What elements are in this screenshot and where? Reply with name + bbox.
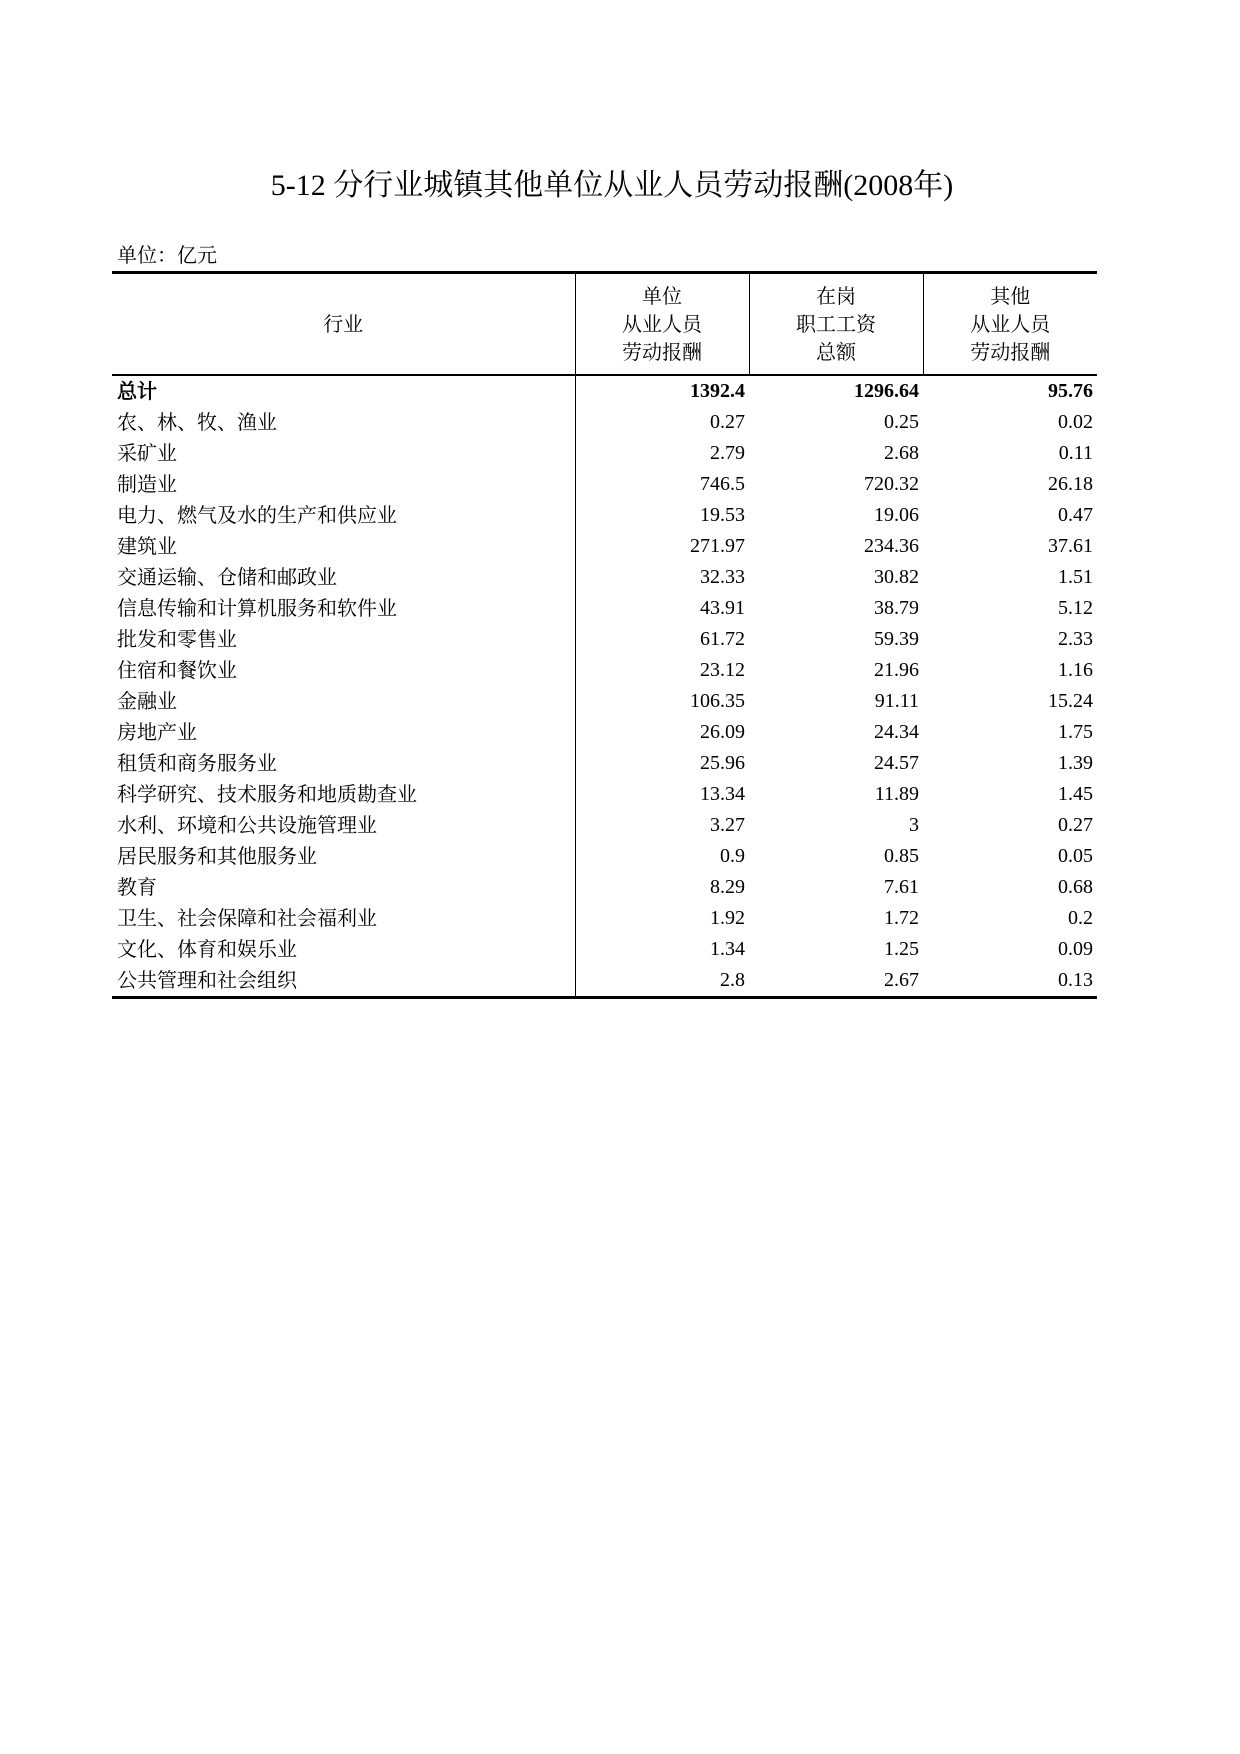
row-other-compensation: 5.12 — [1058, 597, 1093, 619]
table-row — [112, 686, 1097, 717]
row-industry: 电力、燃气及水的生产和供应业 — [112, 500, 575, 531]
row-staff-wage: 2.67 — [749, 965, 923, 998]
row-unit-compensation: 0.9 — [720, 845, 745, 867]
table-row — [112, 531, 1097, 562]
row-other-compensation: 0.09 — [1058, 938, 1093, 960]
row-unit-compensation: 3.27 — [710, 814, 745, 836]
row-staff-wage: 0.85 — [884, 845, 919, 867]
row-staff-wage: 234.36 — [864, 535, 919, 557]
row-industry: 农、林、牧、渔业 — [112, 407, 575, 438]
row-unit-compensation: 0.27 — [710, 411, 745, 433]
row-industry: 建筑业 — [112, 531, 575, 562]
row-unit-compensation: 19.53 — [700, 504, 745, 526]
header-line: 总额 — [816, 340, 856, 364]
header-unit-employee-compensation — [575, 273, 749, 376]
row-other-compensation: 1.39 — [1058, 752, 1093, 774]
row-industry: 租赁和商务服务业 — [112, 748, 575, 779]
table-body — [112, 375, 1097, 998]
row-industry: 制造业 — [112, 469, 575, 500]
header-line: 在岗 — [816, 284, 856, 308]
row-industry: 科学研究、技术服务和地质勘查业 — [112, 779, 575, 810]
table-row — [112, 841, 1097, 872]
row-other-compensation: 37.61 — [1048, 535, 1093, 557]
row-unit-compensation: 26.09 — [700, 721, 745, 743]
row-industry: 住宿和餐饮业 — [112, 655, 575, 686]
table-row — [112, 779, 1097, 810]
page-title: 5-12 分行业城镇其他单位从业人员劳动报酬(2008年) — [270, 169, 954, 202]
row-unit-compensation: 13.34 — [700, 783, 745, 805]
row-other-compensation: 1.51 — [1058, 566, 1093, 588]
row-staff-wage: 19.06 — [874, 504, 919, 526]
row-other-compensation: 0.2 — [1068, 907, 1093, 929]
row-industry: 金融业 — [112, 686, 575, 717]
header-line: 从业人员 — [622, 312, 702, 336]
table-row — [112, 469, 1097, 500]
row-other-compensation: 1.16 — [1058, 659, 1093, 681]
row-industry: 交通运输、仓储和邮政业 — [112, 562, 575, 593]
row-industry: 房地产业 — [112, 717, 575, 748]
table-row — [112, 934, 1097, 965]
header-line: 单位 — [642, 284, 682, 308]
row-staff-wage: 3 — [909, 814, 919, 836]
row-unit-compensation: 8.29 — [710, 876, 745, 898]
row-other-compensation: 0.02 — [1058, 411, 1093, 433]
row-staff-wage: 0.25 — [884, 411, 919, 433]
row-industry: 总计 — [112, 375, 575, 407]
row-unit-compensation: 32.33 — [700, 566, 745, 588]
row-other-compensation: 0.13 — [923, 965, 1097, 998]
table-row — [112, 903, 1097, 934]
row-industry: 水利、环境和公共设施管理业 — [112, 810, 575, 841]
row-unit-compensation: 1.92 — [710, 907, 745, 929]
row-other-compensation: 0.68 — [1058, 876, 1093, 898]
row-industry: 教育 — [112, 872, 575, 903]
data-table — [112, 271, 1097, 999]
row-unit-compensation: 1.34 — [710, 938, 745, 960]
row-unit-compensation: 61.72 — [700, 628, 745, 650]
table-row — [112, 562, 1097, 593]
table-row — [112, 438, 1097, 469]
table-row — [112, 624, 1097, 655]
row-industry: 批发和零售业 — [112, 624, 575, 655]
table-row — [112, 655, 1097, 686]
table-row — [112, 717, 1097, 748]
row-staff-wage: 30.82 — [874, 566, 919, 588]
row-unit-compensation: 23.12 — [700, 659, 745, 681]
row-staff-wage: 91.11 — [874, 690, 919, 712]
row-other-compensation: 0.11 — [1058, 442, 1093, 464]
table-row — [112, 872, 1097, 903]
row-staff-wage: 2.68 — [884, 442, 919, 464]
row-staff-wage: 1.72 — [884, 907, 919, 929]
row-other-compensation: 1.45 — [1058, 783, 1093, 805]
header-line: 从业人员 — [970, 312, 1051, 336]
table-row-total — [112, 375, 1097, 407]
header-other-employee-compensation — [923, 273, 1097, 376]
row-industry: 居民服务和其他服务业 — [112, 841, 575, 872]
table-row — [112, 407, 1097, 438]
row-unit-compensation: 25.96 — [700, 752, 745, 774]
header-line: 劳动报酬 — [970, 340, 1051, 364]
row-unit-compensation: 746.5 — [700, 473, 745, 495]
header-line: 其他 — [990, 284, 1031, 308]
table-row — [112, 965, 1097, 998]
row-staff-wage: 11.89 — [874, 783, 919, 805]
row-other-compensation: 0.27 — [1058, 814, 1093, 836]
row-industry: 采矿业 — [112, 438, 575, 469]
row-staff-wage: 7.61 — [884, 876, 919, 898]
header-industry: 行业 — [112, 273, 575, 376]
table-row — [112, 810, 1097, 841]
table-row — [112, 748, 1097, 779]
row-industry: 信息传输和计算机服务和软件业 — [112, 593, 575, 624]
row-industry: 公共管理和社会组织 — [112, 965, 575, 998]
header-staff-wage-total — [749, 273, 923, 376]
row-other-compensation: 2.33 — [1058, 628, 1093, 650]
row-staff-wage: 24.57 — [874, 752, 919, 774]
row-staff-wage: 1.25 — [884, 938, 919, 960]
header-line: 职工工资 — [796, 312, 876, 336]
row-other-compensation: 15.24 — [1048, 690, 1093, 712]
header-row — [112, 273, 1097, 376]
table-row — [112, 500, 1097, 531]
row-staff-wage: 21.96 — [874, 659, 919, 681]
row-staff-wage: 720.32 — [864, 473, 919, 495]
row-staff-wage: 1296.64 — [854, 380, 919, 402]
row-unit-compensation: 2.8 — [575, 965, 749, 998]
row-other-compensation: 95.76 — [1048, 380, 1093, 402]
row-other-compensation: 26.18 — [1048, 473, 1093, 495]
header-line: 劳动报酬 — [622, 340, 702, 364]
table-header — [112, 273, 1097, 376]
unit-label: 单位：亿元 — [117, 243, 217, 267]
row-other-compensation: 0.05 — [1058, 845, 1093, 867]
table-row — [112, 593, 1097, 624]
row-unit-compensation: 1392.4 — [690, 380, 745, 402]
row-staff-wage: 59.39 — [874, 628, 919, 650]
row-industry: 文化、体育和娱乐业 — [112, 934, 575, 965]
row-staff-wage: 38.79 — [874, 597, 919, 619]
row-unit-compensation: 2.79 — [710, 442, 745, 464]
row-other-compensation: 1.75 — [1058, 721, 1093, 743]
row-other-compensation: 0.47 — [1058, 504, 1093, 526]
row-unit-compensation: 106.35 — [690, 690, 745, 712]
row-unit-compensation: 43.91 — [700, 597, 745, 619]
row-staff-wage: 24.34 — [874, 721, 919, 743]
row-unit-compensation: 271.97 — [690, 535, 745, 557]
row-industry: 卫生、社会保障和社会福利业 — [112, 903, 575, 934]
